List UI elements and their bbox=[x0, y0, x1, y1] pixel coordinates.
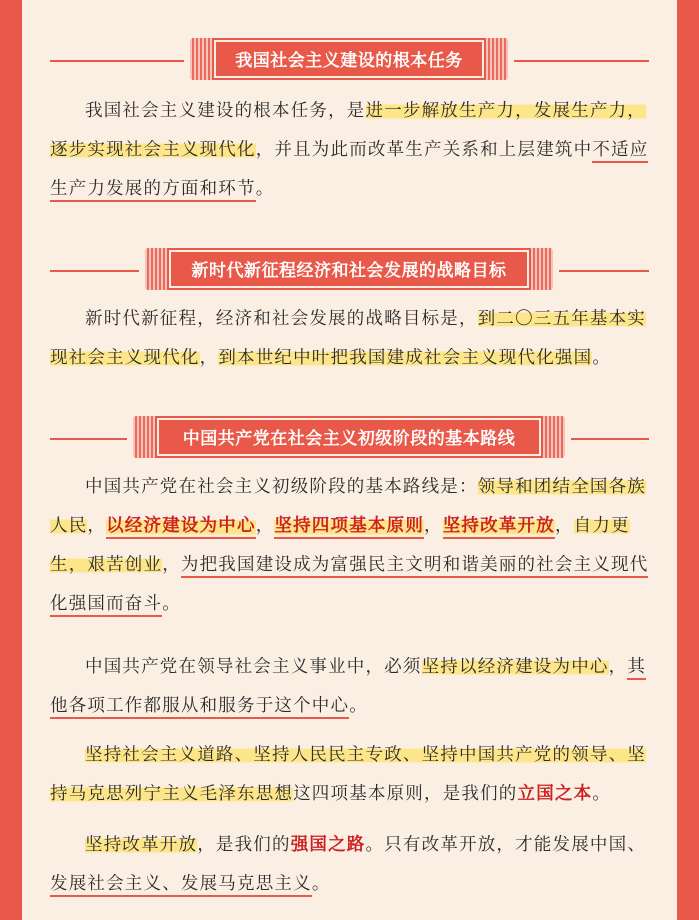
book-right-icon bbox=[527, 248, 553, 290]
paragraph bbox=[50, 648, 650, 726]
section-title-2 bbox=[22, 240, 677, 292]
highlighted-text: 其他各项工作都服从和服务于这个中心 bbox=[50, 657, 646, 719]
text-run: ， bbox=[255, 516, 275, 536]
text-run: ， bbox=[87, 516, 107, 536]
text-run: 。 bbox=[162, 594, 181, 614]
highlighted-text: 进一步解放生产力，发展生产力，逐步实现社会主义现代化 bbox=[50, 101, 646, 160]
book-right-icon bbox=[539, 416, 565, 458]
text-run: ，是我们的 bbox=[197, 835, 291, 855]
divider-line bbox=[571, 438, 649, 440]
paragraph bbox=[50, 300, 650, 378]
text-run: 。 bbox=[349, 696, 368, 716]
highlighted-text: 为把我国建设成为富强民主文明和谐美丽的社会主义现代化强国而奋斗 bbox=[50, 555, 648, 617]
paragraph bbox=[50, 468, 650, 624]
divider-line bbox=[50, 270, 139, 272]
highlighted-text: 到本世纪中叶把我国建成社会主义现代化强国 bbox=[218, 348, 593, 368]
text-run: ， bbox=[424, 516, 443, 536]
text-run: 。只有改革开放，才能发展中国、 bbox=[365, 835, 647, 855]
key-phrase: 坚持改革开放 bbox=[443, 516, 555, 539]
divider-line bbox=[50, 438, 127, 440]
text-run: ， bbox=[608, 657, 628, 677]
highlighted-text: 发展社会主义、发展马克思主义 bbox=[50, 874, 312, 897]
divider-line bbox=[514, 60, 649, 62]
paragraph bbox=[50, 92, 650, 209]
highlighted-text: 不适应生产力发展的方面和环节 bbox=[50, 140, 648, 202]
book-left-icon bbox=[133, 416, 159, 458]
highlighted-text: 坚持社会主义道路、坚持人民民主专政、坚持中国共产党的领导、坚持马克思列宁主义毛泽东思想 bbox=[50, 745, 646, 804]
highlighted-text: 到二〇三五年基本实现社会主义现代化 bbox=[50, 309, 647, 368]
highlighted-text: 坚持改革开放 bbox=[85, 835, 198, 855]
text-run: 。 bbox=[592, 784, 612, 804]
section-title-3 bbox=[22, 408, 677, 460]
book-left-icon bbox=[145, 248, 171, 290]
section-banner: 新时代新征程经济和社会发展的战略目标 bbox=[169, 250, 529, 288]
highlighted-text: 领导和团结全国各族人民 bbox=[50, 477, 647, 536]
book-left-icon bbox=[190, 38, 216, 80]
text-run: 我国社会主义建设的根本任务，是 bbox=[85, 101, 366, 121]
highlighted-text: 坚持以经济建设为中心 bbox=[421, 657, 609, 677]
section-banner: 中国共产党在社会主义初级阶段的基本路线 bbox=[157, 418, 541, 456]
text-run: 。 bbox=[311, 874, 331, 894]
text-run: 。 bbox=[255, 179, 275, 199]
highlighted-text: 自力更生，艰苦创业 bbox=[50, 516, 630, 575]
text-run: 中国共产党在领导社会主义事业中，必须 bbox=[85, 657, 422, 677]
book-right-icon bbox=[482, 38, 508, 80]
paragraph bbox=[50, 736, 650, 814]
text-run: 中国共产党在社会主义初级阶段的基本路线是： bbox=[85, 477, 478, 497]
key-phrase: 立国之本 bbox=[517, 784, 593, 804]
text-run: 新时代新征程，经济和社会发展的战略目标是， bbox=[85, 309, 478, 329]
section-banner: 我国社会主义建设的根本任务 bbox=[214, 40, 484, 78]
key-phrase: 强国之路 bbox=[290, 835, 366, 855]
divider-line bbox=[50, 60, 184, 62]
text-run: ， bbox=[554, 516, 574, 536]
key-phrase: 坚持四项基本原则 bbox=[274, 516, 424, 539]
paragraph bbox=[50, 826, 650, 904]
text-run: ， bbox=[162, 555, 181, 575]
divider-line bbox=[559, 270, 649, 272]
text-run: ， bbox=[199, 348, 219, 368]
article-page bbox=[22, 0, 677, 920]
text-run: 。 bbox=[592, 348, 612, 368]
text-run: ，并且为此而改革生产关系和上层建筑中 bbox=[255, 140, 593, 160]
text-run: 这四项基本原则，是我们的 bbox=[293, 784, 518, 804]
key-phrase: 以经济建设为中心 bbox=[106, 516, 256, 539]
section-title-1 bbox=[22, 30, 677, 82]
